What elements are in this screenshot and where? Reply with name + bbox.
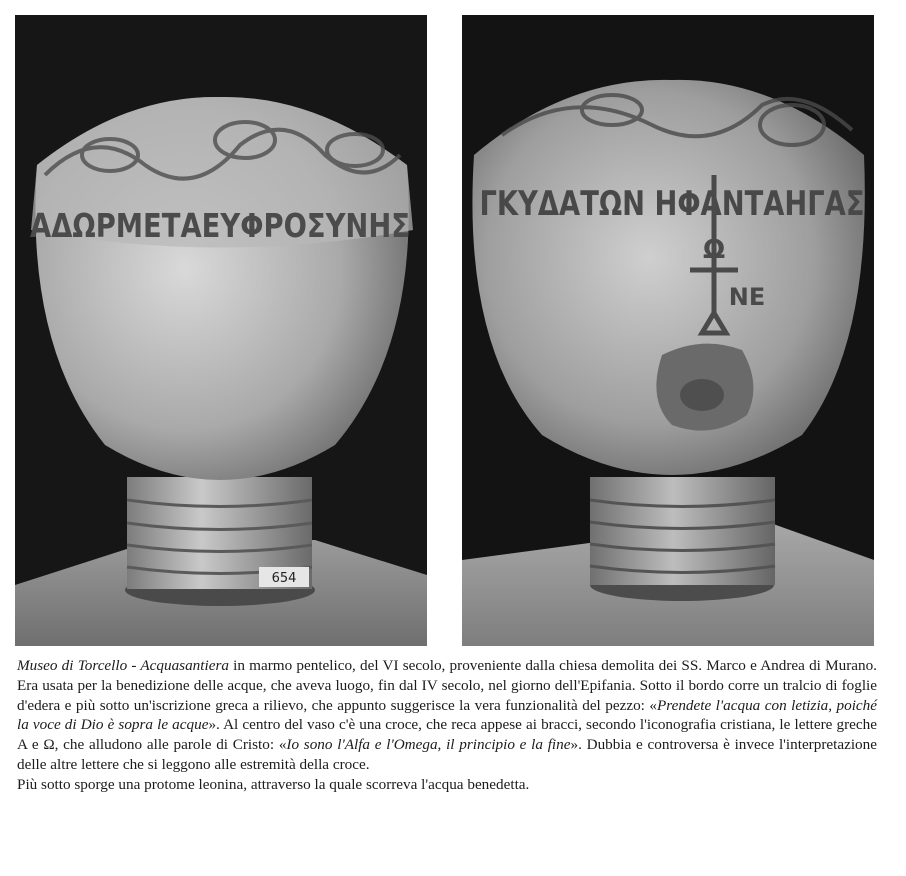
caption-text-a: in marmo pentelico, del VI secolo, proveniente dalla chiesa demolita dei SS. Marco e Andrea di Murano. Era usata per la benedizione delle acque, che aveva luogo, fin dal IV secolo, nel giorno dell'Epifania. Sotto il bordo corre un tralcio di foglie d'edera e più sotto un'iscrizione greca a rilievo, che appunto suggerisce la vera funzionalità del pezzo: « (17, 657, 877, 714)
cross-letter-omega: Ω (702, 235, 726, 265)
caption-quote-1: Prendete l'acqua con letizia, poiché la voce di Dio è sopra le acque (17, 696, 878, 734)
caption-text-b: ». Al centro del vaso c'è una croce, che reca appese ai bracci, secondo l'iconografia cristiana, le lettere greche Α e Ω, che alludono alle parole di Cristo: « (17, 716, 877, 754)
caption-title: Museo di Torcello - Acquasantiera (17, 657, 229, 674)
caption-paragraph-2: Più sotto sporge una protome leonina, attraverso la quale scorreva l'acqua benedetta. (17, 775, 530, 793)
photo-font-right (462, 15, 874, 646)
inscription-left: ΑΔΩΡΜΕΤΑΕΥΦΡΟΣΥΝΗΣ (30, 206, 410, 245)
font-right-illustration (462, 15, 874, 646)
inventory-number: 654 (271, 571, 297, 586)
photo-font-left (15, 15, 427, 646)
cross-letters-side: ΝΕ (728, 283, 766, 311)
caption-text-c: ». Dubbia e controversa è invece l'interpretazione delle altre lettere che si leggono alle estremità della croce. (17, 736, 877, 773)
font-left-illustration (15, 15, 427, 646)
figure-caption (17, 656, 877, 795)
caption-quote-2: Io sono l'Alfa e l'Omega, il principio e la fine (286, 736, 571, 754)
inscription-right: ΓΚΥΔΑΤΩΝ ΗΦΑΝΤΑΗΓΑΣ (479, 184, 865, 224)
caption-paragraph-1 (17, 656, 877, 775)
